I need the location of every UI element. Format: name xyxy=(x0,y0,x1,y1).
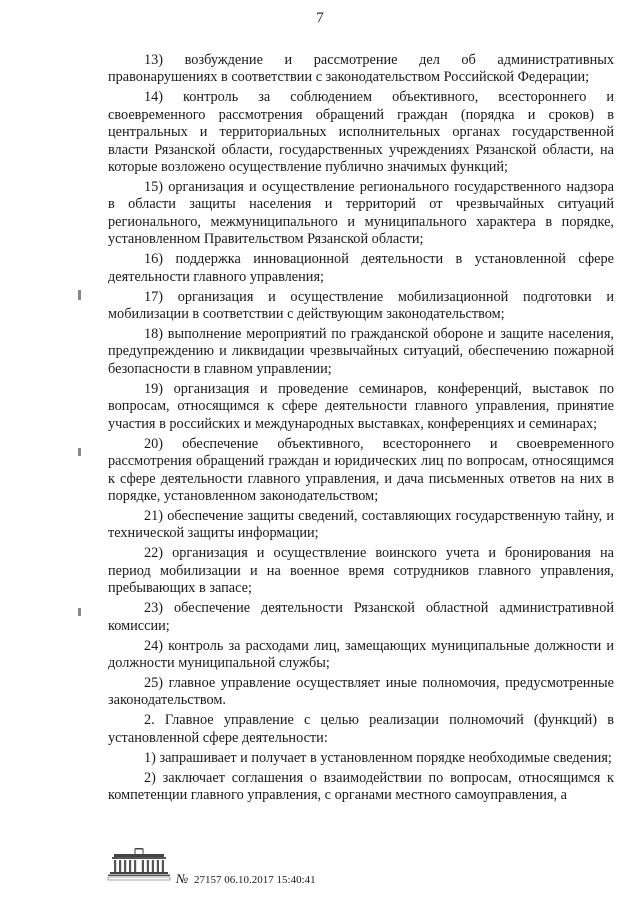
paragraph-item-22: 22) организация и осуществление воинского учета и бронирования на период мобилизации и на военное время сотрудников главного управления, пребывающих в запасе; xyxy=(108,545,614,597)
paragraph-item-20: 20) обеспечение объективного, всестороннего и своевременного рассмотрения обращений граждан и юридических лиц по вопросам, относящимся к сфере деятельности главного управления, и дача письменных ответов на них в порядке, установленном законодательством; xyxy=(108,435,614,504)
margin-mark xyxy=(78,290,81,300)
paragraph-item-23: 23) обеспечение деятельности Рязанской областной административной комиссии; xyxy=(108,600,614,634)
paragraph-item-24: 24) контроль за расходами лиц, замещающих муниципальные должности и должности муниципальной службы; xyxy=(108,637,614,671)
paragraph-item-14: 14) контроль за соблюдением объективного, всестороннего и своевременного рассмотрения обращений граждан (порядка и сроков) в центральных и территориальных исполнительных органах государственной власти Рязанской области, государственных учреждениях Рязанской области, на которые возложено осуществление публично значимых функций; xyxy=(108,89,614,176)
paragraph-item-19: 19) организация и проведение семинаров, конференций, выставок по вопросам, относящимся к сфере деятельности главного управления, принятие участия в российских и международных выставках, конференциях и семинарах; xyxy=(108,380,614,432)
paragraph-item-25: 25) главное управление осуществляет иные полномочия, предусмотренные законодательством. xyxy=(108,674,614,709)
margin-mark xyxy=(78,608,81,616)
registration-timestamp: 06.10.2017 15:40:41 xyxy=(224,874,316,886)
paragraph-item-16: 16) поддержка инновационной деятельности в установленной сфере деятельности главного управления; xyxy=(108,251,614,285)
paragraph-item-21: 21) обеспечение защиты сведений, составляющих государственную тайну, и технической защиты информации; xyxy=(108,507,614,542)
document-body xyxy=(108,52,614,807)
page-number: 7 xyxy=(316,10,324,26)
paragraph-item-17: 17) организация и осуществление мобилизационной подготовки и мобилизации в соответствии с действующим законодательством; xyxy=(108,288,614,323)
registration-footer xyxy=(104,848,624,898)
margin-mark xyxy=(78,448,81,456)
paragraph-subitem-2: 2) заключает соглашения о взаимодействии по вопросам, относящимся к компетенции главного управления, с органами местного самоуправления, а xyxy=(108,769,614,804)
paragraph-item-13: 13) возбуждение и рассмотрение дел об административных правонарушениях в соответствии с законодательством Российской Федерации; xyxy=(108,52,614,86)
number-sign: № xyxy=(176,871,189,886)
paragraph-subitem-1: 1) запрашивает и получает в установленном порядке необходимые сведения; xyxy=(144,749,612,766)
paragraph-section-2: 2. Главное управление с целью реализации полномочий (функций) в установленной сфере деятельности: xyxy=(108,712,614,746)
paragraph-item-18: 18) выполнение мероприятий по гражданской обороне и защите населения, предупреждению и ликвидации чрезвычайных ситуаций, обеспечению пожарной безопасности в главном управлении; xyxy=(108,326,614,377)
document-number: 27157 xyxy=(194,874,222,886)
building-logo-icon xyxy=(104,848,174,882)
registration-stamp xyxy=(176,871,316,887)
paragraph-item-15: 15) организация и осуществление регионального государственного надзора в области защиты населения и территорий от чрезвычайных ситуаций регионального, межмуниципального и муниципального характера в порядке, установленном Правительством Рязанской области; xyxy=(108,179,614,248)
